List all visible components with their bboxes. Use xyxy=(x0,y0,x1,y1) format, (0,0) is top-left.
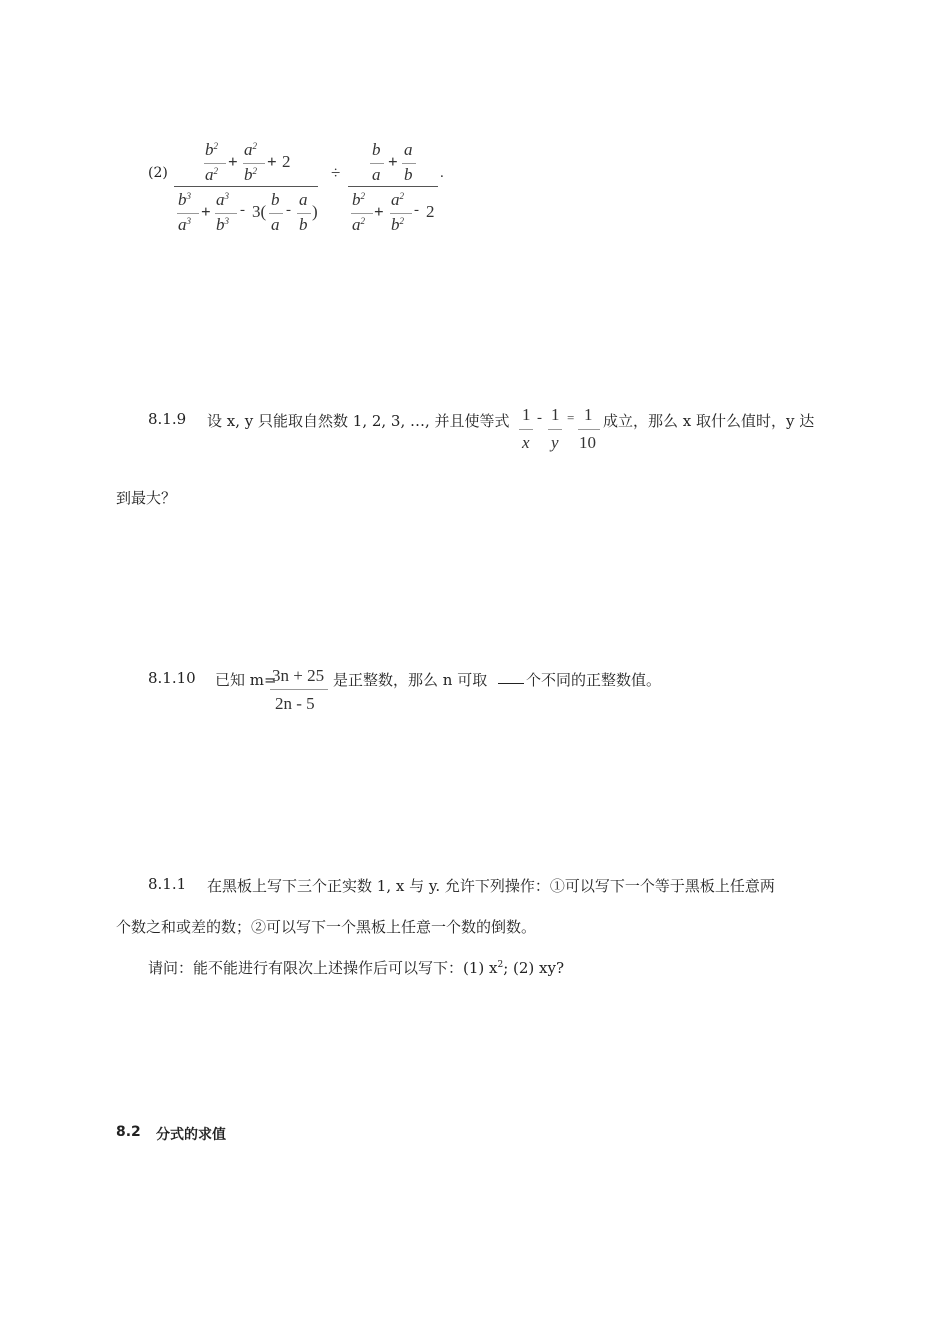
minus-sign: - xyxy=(240,202,245,218)
fraction-bar xyxy=(204,163,226,164)
term-a3: $a^3$ xyxy=(216,190,229,209)
fraction-bar xyxy=(390,213,412,214)
section-number: 8.2 xyxy=(116,1124,141,1140)
numerator-1: 1 xyxy=(522,405,531,424)
fraction-bar xyxy=(270,689,328,690)
fraction-bar xyxy=(177,213,199,214)
plus-sign: + xyxy=(267,152,277,171)
term-b2: $b^2$ xyxy=(352,190,365,209)
answer-blank[interactable] xyxy=(498,669,524,688)
problem-number: 8.1.10 xyxy=(148,669,196,687)
term-b2: $b^2$ xyxy=(244,165,257,184)
close-paren: ) xyxy=(312,202,318,221)
problem-text: 已知 m= xyxy=(215,671,277,689)
problem-text-continuation: 到最大？ xyxy=(116,489,177,507)
problem-text: 设 x, y 只能取自然数 1, 2, 3, …, 并且使等式 xyxy=(207,412,510,430)
problem-text: 个不同的正整数值。 xyxy=(526,671,662,689)
plus-sign: + xyxy=(374,202,384,221)
denominator-10: 10 xyxy=(579,433,596,452)
fraction-denominator: 2n - 5 xyxy=(275,694,315,713)
equals-sign: = xyxy=(567,410,575,425)
variable-x: x xyxy=(522,433,530,452)
minus-sign: - xyxy=(537,410,542,426)
term-a2: $a^2$ xyxy=(352,215,365,234)
term-a2: $a^2$ xyxy=(391,190,404,209)
term-a: a xyxy=(271,215,280,234)
fraction-bar xyxy=(402,163,416,164)
part-label: (2) xyxy=(148,165,168,181)
fraction-numerator: 3n + 25 xyxy=(272,666,325,685)
section-title: 分式的求值 xyxy=(156,1127,226,1143)
term-b2: $b^2$ xyxy=(391,215,404,234)
term-a2: $a^2$ xyxy=(244,140,257,159)
problem-question: 请问：能不能进行有限次上述操作后可以写下：(1) $x^2$; (2) xy? xyxy=(148,959,565,977)
minus-sign: - xyxy=(414,202,419,218)
term-b2: $b^2$ xyxy=(205,140,218,159)
main-fraction-bar-left xyxy=(174,186,318,187)
division-sign: ÷ xyxy=(331,163,341,182)
problem-number: 8.1.1 xyxy=(148,875,187,893)
coefficient-3-paren: 3( xyxy=(252,202,267,221)
term-a: a xyxy=(404,140,413,159)
constant-2: 2 xyxy=(282,152,291,171)
term-b3: $b^3$ xyxy=(216,215,229,234)
plus-sign: + xyxy=(201,202,211,221)
term-b3: $b^3$ xyxy=(178,190,191,209)
main-fraction-bar-right xyxy=(348,186,438,187)
fraction-bar xyxy=(269,213,283,214)
fraction-bar xyxy=(243,163,265,164)
fraction-bar xyxy=(297,213,311,214)
term-b: b xyxy=(299,215,308,234)
variable-y: y xyxy=(551,433,559,452)
term-b: b xyxy=(372,140,381,159)
end-period: . xyxy=(440,165,444,181)
term-a3: $a^3$ xyxy=(178,215,191,234)
fraction-bar xyxy=(519,429,533,430)
fraction-bar xyxy=(351,213,373,214)
plus-sign: + xyxy=(228,152,238,171)
term-b: b xyxy=(404,165,413,184)
term-b: b xyxy=(271,190,280,209)
term-a: a xyxy=(299,190,308,209)
problem-number: 8.1.9 xyxy=(148,410,187,428)
fraction-bar xyxy=(370,163,384,164)
problem-text: 个数之和或差的数；②可以写下一个黑板上任意一个数的倒数。 xyxy=(116,918,537,936)
minus-sign: - xyxy=(286,202,291,218)
term-a2: $a^2$ xyxy=(205,165,218,184)
fraction-bar xyxy=(548,429,562,430)
constant-2: 2 xyxy=(426,202,435,221)
problem-text: 在黑板上写下三个正实数 1, x 与 y. 允许下列操作：①可以写下一个等于黑板上任意两 xyxy=(207,877,775,895)
numerator-1: 1 xyxy=(551,405,560,424)
problem-text: 是正整数，那么 n 可取 xyxy=(333,671,488,689)
numerator-1: 1 xyxy=(584,405,593,424)
plus-sign: + xyxy=(388,152,398,171)
term-a: a xyxy=(372,165,381,184)
fraction-bar xyxy=(578,429,600,430)
fraction-bar xyxy=(215,213,237,214)
problem-text: 成立，那么 x 取什么值时，y 达 xyxy=(603,412,815,430)
